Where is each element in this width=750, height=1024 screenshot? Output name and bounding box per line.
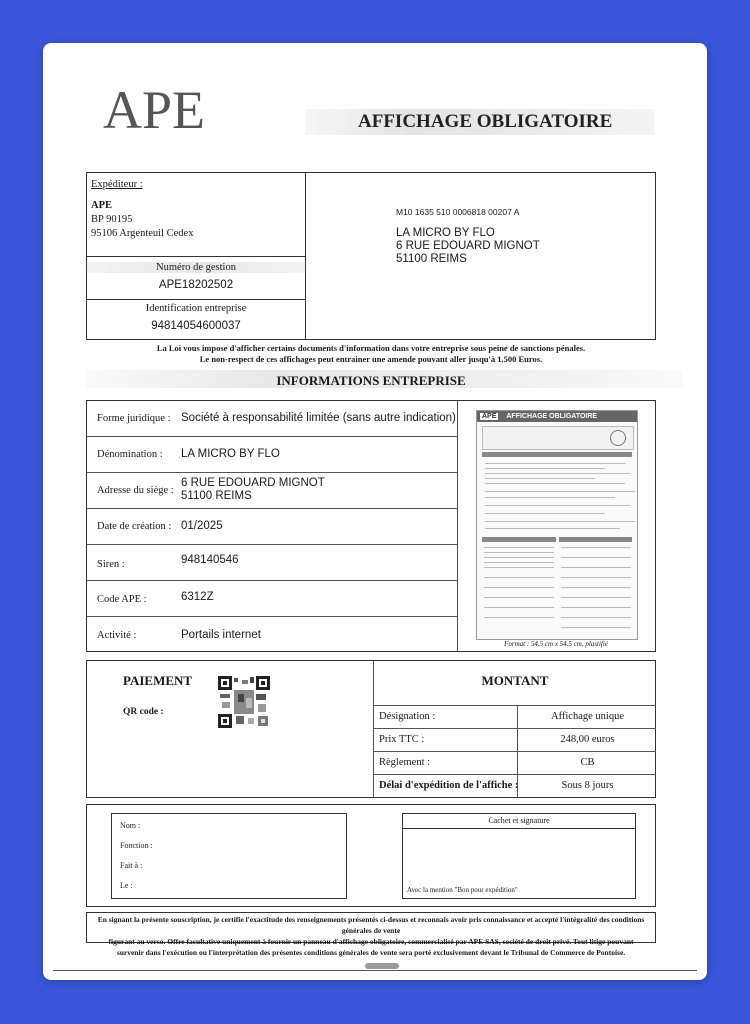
company-value: Portails internet [181, 629, 261, 641]
info-title: INFORMATIONS ENTREPRISE [276, 373, 466, 388]
name-field[interactable]: Nom : [120, 821, 141, 830]
amount-label: Règlement : [379, 757, 431, 768]
footer-line2: figurant au verso. Offre facultative uniquement à fournir un panneau d'affichage obligatoire, commercialisé par APE SAS, société de droit privé. Tout litige pouvant [108, 937, 634, 946]
amount-table [374, 705, 656, 797]
recipient-name: LA MICRO BY FLO [396, 227, 495, 239]
company-row [87, 437, 458, 473]
company-value: 6 RUE EDOUARD MIGNOT [181, 477, 325, 489]
company-row [87, 617, 458, 653]
signature-block [86, 804, 656, 907]
recipient-city: 51100 REIMS [396, 253, 467, 265]
company-row [87, 473, 458, 509]
amount-label: Prix TTC : [379, 734, 425, 745]
company-label: Adresse du siège : [97, 485, 174, 496]
company-label: Date de création : [97, 521, 172, 532]
law-notice-line1: La Loi vous impose d'afficher certains documents d'information dans votre entreprise sous peine de sanctions pénales. [156, 343, 586, 353]
amount-value: Affichage unique [517, 706, 657, 728]
function-field[interactable]: Fonction : [120, 841, 153, 850]
ape-logo: APE [103, 80, 206, 140]
management-box [87, 256, 305, 300]
amount-value: Sous 8 jours [517, 775, 657, 797]
company-value-line2: 51100 REIMS [181, 490, 252, 502]
company-row [87, 581, 458, 617]
qr-code [218, 676, 270, 728]
stamp-title: Cachet et signature [403, 814, 635, 829]
document-page [43, 43, 707, 980]
company-row [87, 545, 458, 581]
company-label: Forme juridique : [97, 413, 171, 424]
amount-row [374, 728, 656, 751]
amount-row [374, 774, 656, 797]
management-number: APE18202502 [158, 279, 234, 291]
address-block [86, 172, 656, 340]
poster-format: Format : 54.5 cm x 54.5 cm, plastifié [504, 640, 608, 648]
page-bottom-line [53, 970, 697, 971]
amount-value: 248,00 euros [517, 729, 657, 751]
company-row [87, 509, 458, 545]
company-row [87, 401, 458, 437]
payment-amount-block [86, 660, 656, 798]
sender-line1: BP 90195 [91, 214, 133, 225]
sender-name: APE [91, 200, 112, 211]
stamp-note: Avec la mention "Bon pour expédition" [407, 886, 518, 894]
company-value: LA MICRO BY FLO [181, 448, 280, 460]
company-label: Dénomination : [97, 449, 163, 460]
amount-row [374, 751, 656, 774]
qr-label: QR code : [123, 707, 164, 717]
footer-terms [86, 912, 656, 957]
amount-label: Désignation : [379, 711, 436, 722]
amount-value: CB [517, 752, 657, 774]
scroll-handle[interactable] [365, 963, 399, 969]
company-value: 6312Z [181, 591, 214, 603]
company-value: 01/2025 [181, 520, 223, 532]
footer-line1: En signant la présente souscription, je certifie l'exactitude des renseignements présentés ci-dessus et reconnais avoir pris connaissance et accepté l'intégralité des conditions générales de vente [97, 915, 645, 935]
poster-heading: AFFICHAGE OBLIGATOIRE [506, 413, 598, 420]
poster-preview-image [476, 410, 638, 640]
identification-label: Identification entreprise [145, 303, 247, 314]
company-label: Siren : [97, 559, 125, 570]
stamp-signature-box[interactable] [402, 813, 636, 899]
company-value: 948140546 [181, 554, 239, 566]
amount-label: Délai d'expédition de l'affiche : [379, 780, 519, 791]
footer-line3: survenir dans l'exécution ou l'interprétation des présentes conditions générales de vente sera porté exclusivement devant le Tribunal de Commerce de Pontoise. [116, 948, 626, 957]
management-label: Numéro de gestion [87, 262, 305, 273]
document-title: AFFICHAGE OBLIGATOIRE [358, 111, 613, 132]
identification-number: 94814054600037 [151, 320, 241, 332]
company-label: Code APE : [97, 594, 147, 605]
law-notice-line2: Le non-respect de ces affichages peut entrainer une amende pouvant aller jusqu'à 1.500 Euros. [199, 354, 543, 364]
recipient-code: M10 1635 510 0006818 00207 A [396, 207, 520, 217]
signatory-fields [111, 813, 347, 899]
sender-label: Expéditeur : [91, 179, 143, 190]
amount-title: MONTANT [481, 673, 549, 688]
date-field[interactable]: Le : [120, 881, 133, 890]
company-value: Société à responsabilité limitée (sans autre indication) [181, 412, 456, 424]
place-field[interactable]: Fait à : [120, 861, 143, 870]
company-label: Activité : [97, 630, 137, 641]
amount-row [374, 705, 656, 728]
poster-brand: APE [482, 413, 497, 420]
recipient-street: 6 RUE EDOUARD MIGNOT [396, 240, 540, 252]
poster-header [477, 411, 637, 422]
payment-title: PAIEMENT [123, 673, 193, 688]
sender-line2: 95106 Argenteuil Cedex [91, 228, 194, 239]
